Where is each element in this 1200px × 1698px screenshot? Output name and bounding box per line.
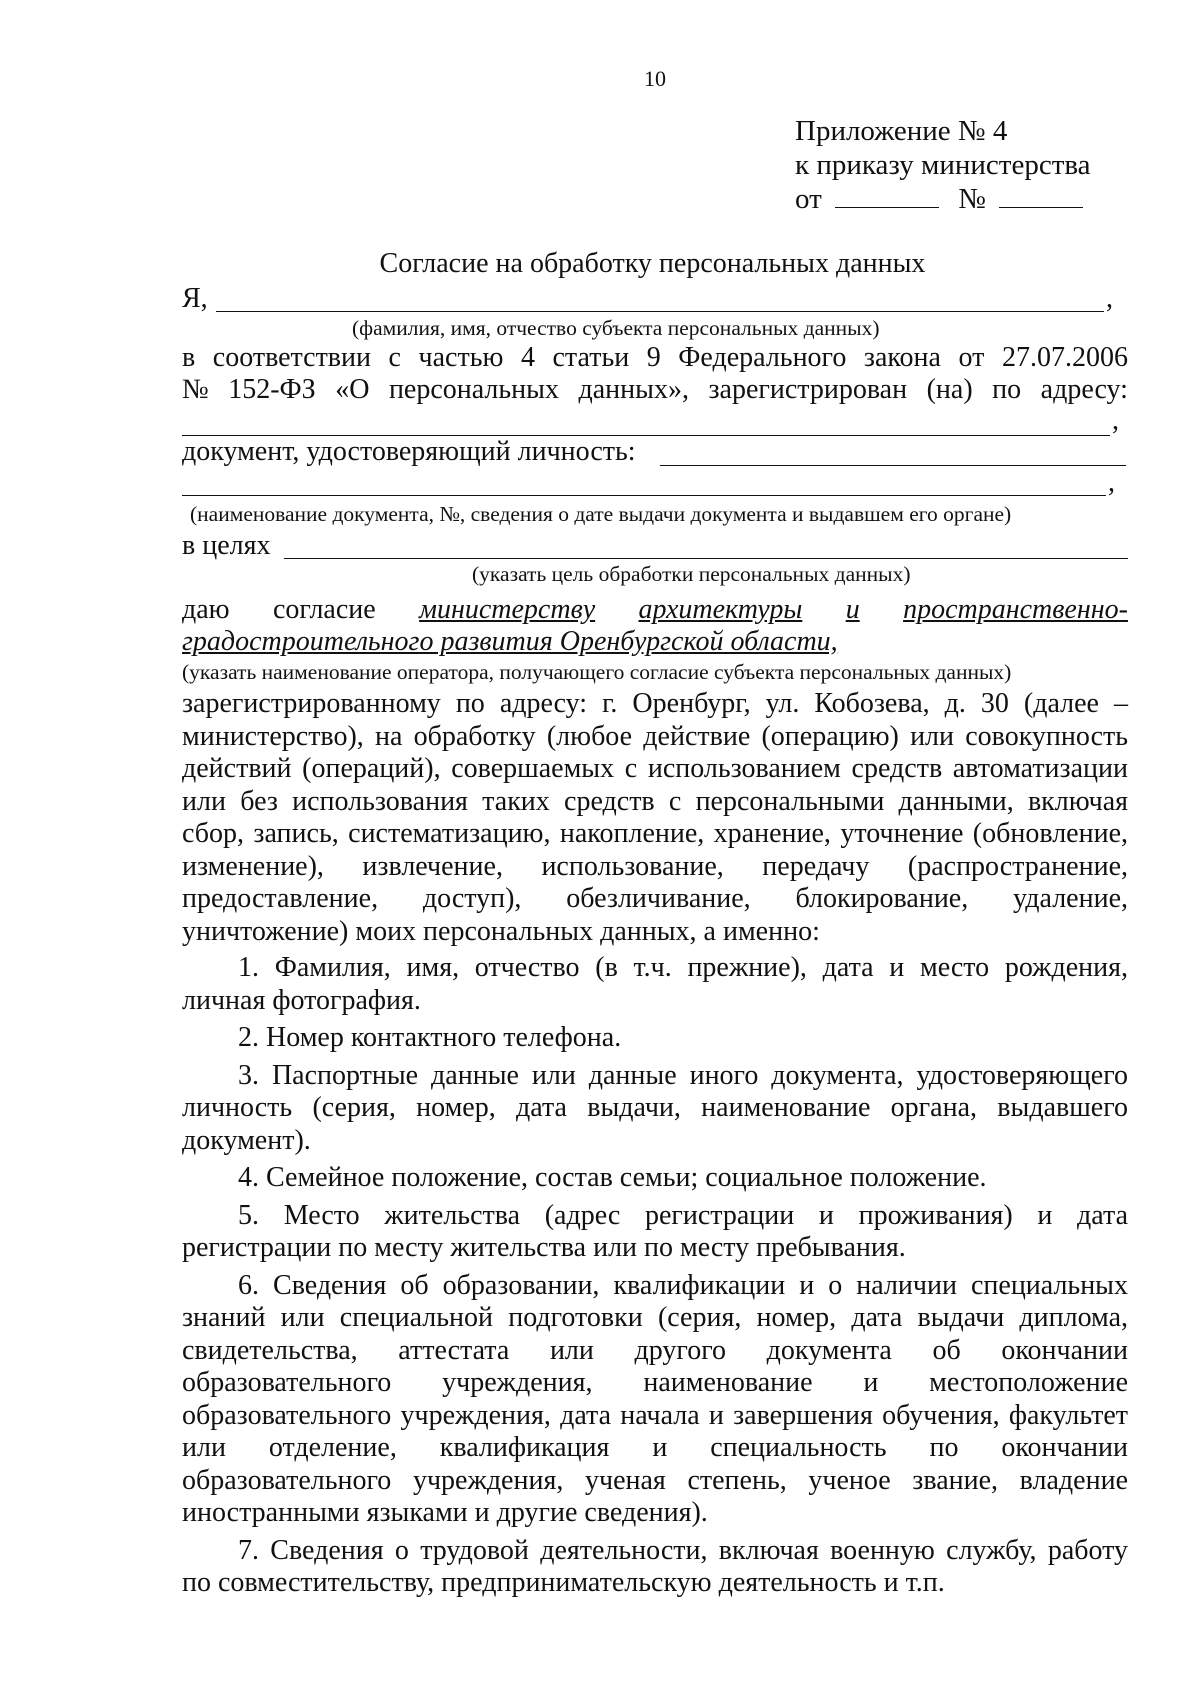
document-title: Согласие на обработку персональных данных xyxy=(379,248,926,279)
document-comma: , xyxy=(1108,467,1115,498)
law-word: 27.07.2006 xyxy=(1001,342,1128,373)
appendix-from-label: от xyxy=(795,183,822,215)
operator-word: архитектуры xyxy=(638,594,803,625)
order-date-blank xyxy=(835,183,939,208)
law-word: частью xyxy=(418,342,504,373)
caption-fio: (фамилия, имя, отчество субъекта персональных данных) xyxy=(352,316,880,340)
caption-purpose: (указать цель обработки персональных данных) xyxy=(472,562,911,586)
fio-comma: , xyxy=(1106,283,1113,314)
list-item: 6. Сведения об образовании, квалификации и о наличии специальных знаний или специальной подготовки (серия, номер, дата выдачи диплома, свидетельства, аттестата или другого документа об окончании образовательного учреждения, наименование и местоположение образовательного учреждения, дата начала и завершения обучения, факультет или отделение, квалификация и специальность по окончании образовательного учреждения, ученая степень, ученое звание, владение иностранными языками и другие сведения). xyxy=(182,1269,1128,1528)
law-word: «О xyxy=(335,374,370,405)
law-word: закона xyxy=(863,342,941,373)
law-word: с xyxy=(388,342,401,373)
operator-word: пространственно- xyxy=(903,594,1128,625)
document-blank-2 xyxy=(182,495,1106,496)
purpose-label: в целях xyxy=(182,530,271,561)
data-items-list xyxy=(182,952,1128,1605)
list-item: 3. Паспортные данные или данные иного документа, удостоверяющего личность (серия, номер, дата выдачи, наименование органа, выдавшего документ). xyxy=(182,1059,1128,1156)
list-item: 7. Сведения о трудовой деятельности, включая военную службу, работу по совместительству, предпринимательскую деятельность и т.п. xyxy=(182,1534,1128,1598)
appendix-line-1: Приложение № 4 xyxy=(795,115,1008,147)
law-word: № xyxy=(182,374,209,405)
law-word: персональных xyxy=(388,374,559,405)
list-item: 5. Место жительства (адрес регистрации и проживания) и дата регистрации по месту жительства или по месту пребывания. xyxy=(182,1199,1128,1263)
ya-label: Я, xyxy=(182,283,208,314)
law-word: 4 xyxy=(520,342,535,373)
appendix-line-3 xyxy=(795,182,1091,216)
law-word: зарегистрирован xyxy=(708,374,908,405)
address-comma: , xyxy=(1112,405,1119,436)
law-word: статьи xyxy=(552,342,630,373)
law-word: в xyxy=(182,342,196,373)
law-word: от xyxy=(958,342,985,373)
operator-name-line-2: градостроительного развития Оренбургской области, xyxy=(182,626,838,657)
operator-word: и xyxy=(845,594,860,625)
law-word: соответствии xyxy=(212,342,371,373)
operator-word: министерству xyxy=(419,594,596,625)
consent-word: согласие xyxy=(272,594,376,625)
law-word: данных», xyxy=(578,374,689,405)
law-word: по xyxy=(992,374,1022,405)
appendix-number-label: № xyxy=(958,183,986,215)
consent-word: даю xyxy=(182,594,230,625)
appendix-header xyxy=(795,114,1091,216)
fio-blank xyxy=(216,311,1104,312)
law-line-1 xyxy=(182,342,1128,374)
law-word: (на) xyxy=(926,374,973,405)
caption-document: (наименование документа, №, сведения о дате выдачи документа и выдавшем его органе) xyxy=(190,502,1012,526)
list-item: 2. Номер контактного телефона. xyxy=(238,1022,622,1053)
consent-line-1 xyxy=(182,594,1128,626)
list-item: 1. Фамилия, имя, отчество (в т.ч. прежние), дата и место рождения, личная фотография. xyxy=(182,952,1128,1016)
law-word: 152-ФЗ xyxy=(228,374,316,405)
law-word: 9 xyxy=(646,342,661,373)
document-label: документ, удостоверяющий личность: xyxy=(182,436,636,467)
page-number: 10 xyxy=(644,66,666,91)
law-word: адресу: xyxy=(1040,374,1128,405)
main-paragraph: зарегистрированному по адресу: г. Оренбург, ул. Кобозева, д. 30 (далее – министерство), на обработку (любое действие (операцию) или совокупность действий (операций), совершаемых с использованием средств автоматизации или без использования таких средств с персональными данными, включая сбор, запись, систематизацию, накопление, хранение, уточнение (обновление, изменение), извлечение, использование, передачу (распространение, предоставление, доступ), обезличивание, блокирование, удаление, уничтожение) моих персональных данных, а именно: xyxy=(182,688,1128,947)
list-item: 4. Семейное положение, состав семьи; социальное положение. xyxy=(238,1162,987,1193)
appendix-line-2: к приказу министерства xyxy=(795,149,1091,181)
law-line-2 xyxy=(182,374,1128,406)
document-blank-1 xyxy=(660,465,1126,466)
caption-operator: (указать наименование оператора, получающего согласие субъекта персональных данных) xyxy=(182,660,1012,684)
order-number-blank xyxy=(999,183,1083,208)
law-word: Федерального xyxy=(678,342,847,373)
purpose-blank xyxy=(284,558,1128,559)
